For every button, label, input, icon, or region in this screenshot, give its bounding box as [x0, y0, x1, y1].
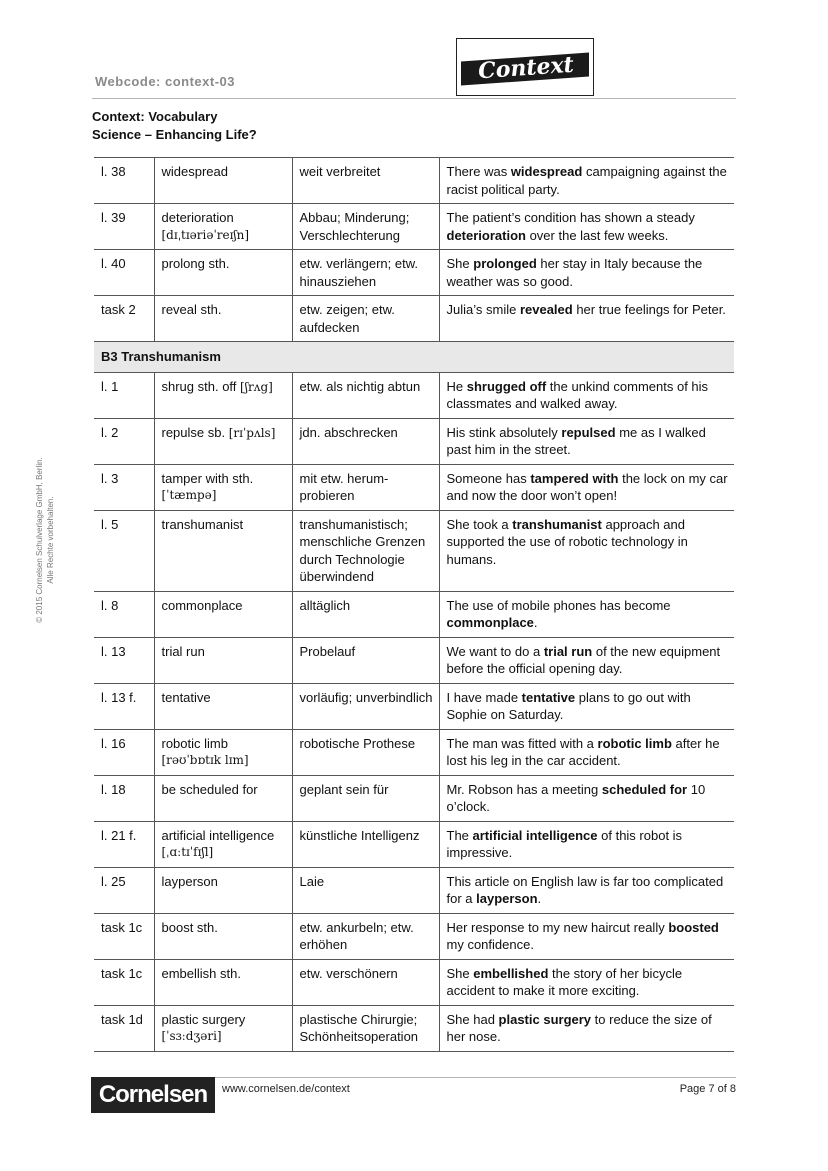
example-keyword: tampered with — [530, 470, 619, 486]
vocab-row — [94, 591, 734, 637]
vocab-word-cell — [154, 372, 292, 418]
line-ref: l. 13 f. — [94, 683, 154, 729]
vocab-row — [94, 729, 734, 775]
vocab-row — [94, 821, 734, 867]
line-ref: l. 40 — [94, 250, 154, 296]
line-ref: l. 21 f. — [94, 821, 154, 867]
german-translation: robotische Prothese — [292, 729, 439, 775]
example-text: He — [446, 378, 467, 394]
vocab-row — [94, 250, 734, 296]
german-translation: etw. als nichtig abtun — [292, 372, 439, 418]
line-ref: l. 39 — [94, 204, 154, 250]
line-ref: task 2 — [94, 296, 154, 342]
vocab-word: shrug sth. off — [161, 378, 241, 394]
line-ref: l. 16 — [94, 729, 154, 775]
example-keyword: repulsed — [561, 424, 616, 440]
vocab-word-cell — [154, 683, 292, 729]
phonetic-transcription: [ʃrʌg] — [240, 379, 273, 394]
example-keyword: embellished — [473, 965, 549, 981]
example-text: of this robot is impressive. — [446, 827, 683, 860]
vocab-word-cell — [154, 296, 292, 342]
example-sentence — [439, 683, 734, 729]
german-translation: plastische Chirurgie; Schönheitsoperation — [292, 1005, 439, 1051]
example-keyword: commonplace — [446, 615, 534, 630]
vocab-word: commonplace — [161, 597, 243, 613]
vocab-word-cell — [154, 637, 292, 683]
example-text: campaigning against the racist political party. — [446, 164, 727, 197]
copyright-note: © 2015 Cornelsen Schulverlage GmbH, Berlin. Alle Rechte vorbehalten. — [35, 457, 55, 623]
example-text: approach and supported the use of robotic technology in humans. — [446, 516, 688, 567]
example-sentence — [439, 637, 734, 683]
example-sentence — [439, 821, 734, 867]
example-keyword: plastic surgery — [498, 1011, 592, 1027]
example-text: Julia’s smile — [446, 302, 520, 317]
vocab-word: prolong sth. — [161, 256, 230, 271]
vocab-row — [94, 959, 734, 1005]
page-title: Context: Vocabulary — [92, 109, 218, 124]
example-sentence — [439, 591, 734, 637]
example-text: her true feelings for Peter. — [572, 302, 726, 317]
german-translation: Abbau; Minderung; Verschlechterung — [292, 204, 439, 250]
vocab-word: reveal sth. — [161, 302, 222, 317]
example-text: the unkind comments of his classmates and walked away. — [446, 378, 709, 411]
vocab-word: be scheduled for — [161, 781, 258, 797]
vocab-row — [94, 296, 734, 342]
example-sentence — [439, 867, 734, 913]
vocab-word: tentative — [161, 689, 211, 705]
vocab-row — [94, 867, 734, 913]
example-text: His stink absolutely — [446, 424, 562, 440]
vocab-word-cell — [154, 775, 292, 821]
vocab-row — [94, 683, 734, 729]
line-ref: l. 5 — [94, 510, 154, 591]
vocabulary-table — [94, 157, 734, 1052]
vocab-word: layperson — [161, 873, 218, 889]
line-ref: l. 25 — [94, 867, 154, 913]
example-keyword: prolonged — [473, 256, 537, 271]
vocab-row — [94, 204, 734, 250]
section-title: B3 Transhumanism — [94, 342, 734, 373]
vocab-row — [94, 372, 734, 418]
example-text: . — [533, 615, 538, 630]
line-ref: task 1d — [94, 1005, 154, 1051]
example-text: plans to go out with Sophie on Saturday. — [446, 689, 691, 722]
section-header-row — [94, 342, 734, 373]
phonetic-transcription: [ˈtæmpə] — [161, 488, 217, 502]
vocab-word: embellish sth. — [161, 965, 241, 981]
phonetic-transcription: [ˈsɜːdʒəri] — [161, 1029, 222, 1043]
example-text: my confidence. — [446, 937, 534, 952]
example-keyword: widespread — [510, 164, 583, 179]
vocab-word-cell — [154, 1005, 292, 1051]
example-sentence — [439, 959, 734, 1005]
page-subtitle: Science – Enhancing Life? — [92, 127, 257, 142]
example-text: Mr. Robson has a meeting — [446, 781, 602, 797]
line-ref: task 1c — [94, 959, 154, 1005]
german-translation: mit etw. herum-probieren — [292, 464, 439, 510]
vocab-word: robotic limb — [161, 735, 228, 751]
example-text: The use of mobile phones has become — [446, 597, 671, 613]
vocab-word: plastic surgery — [161, 1011, 246, 1027]
vocab-word-cell — [154, 250, 292, 296]
header-divider — [92, 98, 736, 99]
example-sentence — [439, 913, 734, 959]
context-logo: Context — [456, 38, 594, 96]
example-keyword: artificial intelligence — [472, 827, 598, 843]
vocab-word-cell — [154, 729, 292, 775]
example-text: I have made — [446, 689, 522, 705]
example-keyword: revealed — [519, 302, 573, 317]
vocab-row — [94, 913, 734, 959]
example-text: me as I walked past him in the street. — [446, 424, 706, 457]
phonetic-transcription: [rɪˈpʌls] — [228, 425, 276, 440]
vocab-word: boost sth. — [161, 919, 218, 935]
german-translation: etw. verlängern; etw. hinausziehen — [292, 250, 439, 296]
german-translation: transhumanistisch; menschliche Grenzen durch Technologie überwindend — [292, 510, 439, 591]
example-text: the lock on my car and now the door won’t open! — [446, 470, 728, 503]
vocab-word-cell — [154, 158, 292, 204]
german-translation: weit verbreitet — [292, 158, 439, 204]
example-keyword: robotic limb — [597, 735, 672, 751]
vocab-word-cell — [154, 913, 292, 959]
vocab-word: tamper with sth. — [161, 470, 254, 486]
example-text: She — [446, 256, 474, 271]
example-text: She took a — [446, 516, 513, 532]
example-keyword: transhumanist — [512, 516, 602, 532]
vocab-row — [94, 418, 734, 464]
german-translation: künstliche Intelligenz — [292, 821, 439, 867]
line-ref: l. 13 — [94, 637, 154, 683]
example-sentence — [439, 418, 734, 464]
vocab-word-cell — [154, 959, 292, 1005]
example-keyword: scheduled for — [601, 781, 688, 797]
example-text: The man was fitted with a — [446, 735, 598, 751]
german-translation: alltäglich — [292, 591, 439, 637]
vocab-row — [94, 1005, 734, 1051]
example-sentence — [439, 372, 734, 418]
line-ref: l. 38 — [94, 158, 154, 204]
example-sentence — [439, 464, 734, 510]
vocab-word-cell — [154, 821, 292, 867]
german-translation: etw. verschönern — [292, 959, 439, 1005]
example-sentence — [439, 1005, 734, 1051]
german-translation: jdn. abschrecken — [292, 418, 439, 464]
example-keyword: boosted — [668, 919, 719, 935]
example-text: She — [446, 965, 474, 981]
line-ref: l. 3 — [94, 464, 154, 510]
example-text: She had — [446, 1011, 499, 1027]
german-translation: Probelauf — [292, 637, 439, 683]
example-text: There was — [446, 164, 511, 179]
vocab-word-cell — [154, 591, 292, 637]
vocab-word-cell — [154, 204, 292, 250]
example-keyword: tentative — [521, 689, 576, 705]
phonetic-transcription: [dɪˌtɪəriəˈreɪʃn] — [161, 227, 250, 242]
vocab-word: deterioration — [161, 210, 234, 225]
german-translation: Laie — [292, 867, 439, 913]
vocab-row — [94, 637, 734, 683]
vocab-word: trial run — [161, 643, 205, 659]
example-text: her stay in Italy because the weather was so good. — [446, 256, 703, 289]
vocab-word-cell — [154, 464, 292, 510]
example-text: This article on English law is far too complicated for a — [446, 873, 724, 906]
footer-url[interactable]: www.cornelsen.de/context — [222, 1083, 350, 1095]
example-text: . — [537, 891, 542, 906]
vocab-row — [94, 158, 734, 204]
vocab-word-cell — [154, 510, 292, 591]
vocab-row — [94, 510, 734, 591]
example-sentence — [439, 510, 734, 591]
line-ref: task 1c — [94, 913, 154, 959]
webcode-label: Webcode: context-03 — [95, 74, 236, 89]
example-text: Her response to my new haircut really — [446, 919, 669, 935]
vocab-word: widespread — [161, 164, 228, 179]
page-number: Page 7 of 8 — [679, 1083, 736, 1095]
german-translation: etw. zeigen; etw. aufdecken — [292, 296, 439, 342]
vocab-row — [94, 775, 734, 821]
german-translation: geplant sein für — [292, 775, 439, 821]
example-sentence — [439, 204, 734, 250]
example-text: 10 o’clock. — [446, 781, 706, 814]
line-ref: l. 8 — [94, 591, 154, 637]
vocab-row — [94, 464, 734, 510]
example-sentence — [439, 250, 734, 296]
example-sentence — [439, 775, 734, 821]
example-text: We want to do a — [446, 643, 544, 659]
example-sentence — [439, 296, 734, 342]
example-sentence — [439, 158, 734, 204]
line-ref: l. 18 — [94, 775, 154, 821]
example-keyword: trial run — [543, 643, 593, 659]
example-text: Someone has — [446, 470, 531, 486]
phonetic-transcription: [ˌɑːtɪˈfɪʃl] — [161, 845, 214, 859]
vocab-word-cell — [154, 867, 292, 913]
example-text: over the last few weeks. — [525, 227, 669, 243]
example-keyword: deterioration — [446, 227, 526, 243]
cornelsen-logo: Cornelsen — [91, 1077, 215, 1113]
example-keyword: shrugged off — [466, 378, 547, 394]
vocab-word: repulse sb. — [161, 424, 229, 440]
example-text: the story of her bicycle accident to make it more exciting. — [446, 965, 683, 998]
example-text: of the new equipment before the official opening day. — [446, 643, 721, 676]
vocab-word: transhumanist — [161, 516, 244, 532]
german-translation: etw. ankurbeln; etw. erhöhen — [292, 913, 439, 959]
example-text: The patient’s condition has shown a steady — [446, 210, 695, 225]
line-ref: l. 2 — [94, 418, 154, 464]
vocab-word: artificial intelligence — [161, 827, 275, 843]
example-text: after he lost his leg in the car accident. — [446, 735, 720, 768]
phonetic-transcription: [rəʊˈbɒtɪk lɪm] — [161, 753, 249, 767]
example-sentence — [439, 729, 734, 775]
german-translation: vorläufig; unverbindlich — [292, 683, 439, 729]
example-text: The — [446, 827, 473, 843]
line-ref: l. 1 — [94, 372, 154, 418]
vocab-word-cell — [154, 418, 292, 464]
example-keyword: layperson — [476, 891, 538, 906]
example-text: to reduce the size of her nose. — [446, 1011, 712, 1044]
